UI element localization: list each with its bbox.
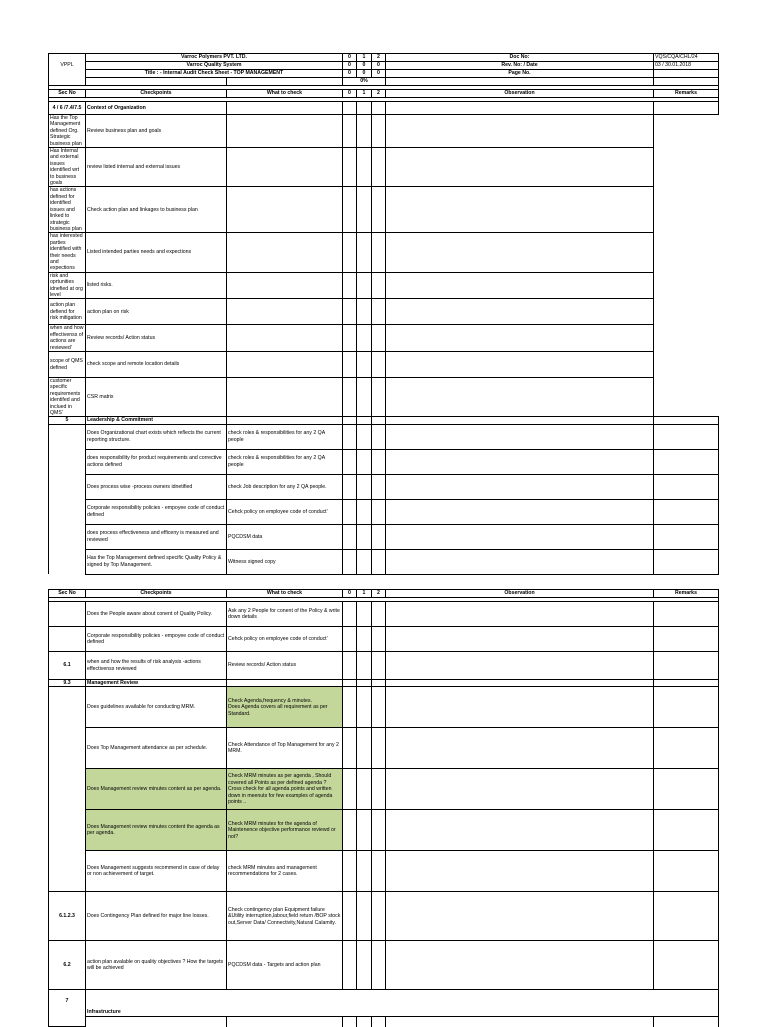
checkpoint-row bbox=[49, 449, 719, 474]
score-0-cell[interactable] bbox=[227, 233, 343, 272]
col-score-1: 1 bbox=[357, 590, 372, 598]
observation-cell[interactable] bbox=[386, 549, 654, 574]
score-2-cell[interactable] bbox=[372, 851, 386, 892]
what-to-check-text: check scope and remote location details bbox=[86, 352, 227, 378]
observation-cell[interactable] bbox=[386, 810, 654, 851]
col-what-to-check: What to check bbox=[227, 90, 343, 98]
score-0-cell[interactable] bbox=[227, 352, 343, 378]
checkpoint-text: Has Internal and external issues identified wrt to business goals bbox=[49, 148, 86, 187]
checkpoint-row bbox=[49, 769, 719, 810]
group-context-rows bbox=[49, 115, 719, 417]
checksheet-table-2 bbox=[48, 589, 719, 1027]
score-0-cell[interactable] bbox=[343, 549, 357, 574]
remarks-cell[interactable] bbox=[386, 272, 654, 299]
remarks-cell[interactable] bbox=[654, 549, 719, 574]
remarks-cell[interactable] bbox=[654, 627, 719, 652]
score-0-cell[interactable] bbox=[343, 769, 357, 810]
score-1-cell[interactable] bbox=[343, 148, 357, 187]
blank-cell bbox=[386, 892, 654, 941]
section-number bbox=[49, 851, 86, 892]
score-r3-0: 0 bbox=[343, 70, 357, 78]
score-0-cell[interactable] bbox=[343, 627, 357, 652]
checkpoint-row bbox=[49, 424, 719, 449]
score-0-cell[interactable] bbox=[227, 299, 343, 325]
remarks-cell[interactable] bbox=[654, 810, 719, 851]
checksheet-table-1 bbox=[48, 53, 719, 575]
checkpoint-text: action plan avalable on quality objectives ? How the targets will be achieved bbox=[86, 941, 227, 990]
score-0-cell[interactable] bbox=[227, 115, 343, 148]
section-number bbox=[49, 549, 86, 574]
remarks-cell[interactable] bbox=[654, 449, 719, 474]
blank-cell bbox=[343, 941, 357, 990]
score-0-cell[interactable] bbox=[343, 449, 357, 474]
score-head-0: 0 bbox=[343, 54, 357, 62]
blank-cell bbox=[357, 680, 372, 687]
observation-cell[interactable] bbox=[372, 325, 386, 352]
checkpoint-text: has interested parties identified with their needs and expections bbox=[49, 233, 86, 272]
org-code-top bbox=[49, 54, 86, 62]
score-0-cell[interactable] bbox=[343, 810, 357, 851]
score-2-cell[interactable] bbox=[357, 378, 372, 417]
blank-cell bbox=[227, 417, 343, 424]
score-2-cell[interactable] bbox=[372, 474, 386, 499]
checkpoint-text: does responsibility for product requirements and corrective actions defined bbox=[86, 449, 227, 474]
checkpoint-row bbox=[49, 687, 719, 728]
checkpoint-text: Does Contingency Plan defined for major line losses. bbox=[86, 892, 227, 941]
section-number bbox=[49, 424, 86, 449]
blank-cell bbox=[654, 680, 719, 687]
section-number bbox=[49, 474, 86, 499]
score-r2-2: 0 bbox=[372, 62, 386, 70]
blank-cell bbox=[386, 680, 654, 687]
score-0-cell[interactable] bbox=[343, 728, 357, 769]
blank-cell bbox=[343, 652, 357, 680]
col-remarks: Remarks bbox=[654, 590, 719, 598]
remarks-cell[interactable] bbox=[386, 352, 654, 378]
company-name: Varroc Polymers PVT. LTD. bbox=[86, 54, 343, 62]
what-to-check-text: PQCDSM data bbox=[227, 524, 343, 549]
remarks-cell[interactable] bbox=[386, 233, 654, 272]
remarks-cell[interactable] bbox=[654, 524, 719, 549]
remarks-cell[interactable] bbox=[654, 499, 719, 524]
score-1-cell[interactable] bbox=[343, 115, 357, 148]
score-1-cell[interactable] bbox=[343, 378, 357, 417]
checkpoint-row bbox=[49, 728, 719, 769]
observation-cell[interactable] bbox=[386, 602, 654, 627]
score-1-cell[interactable] bbox=[343, 272, 357, 299]
col-score-0: 0 bbox=[343, 90, 357, 98]
blank-cell bbox=[357, 102, 372, 115]
observation-cell[interactable] bbox=[372, 187, 386, 233]
score-r3-1: 0 bbox=[357, 70, 372, 78]
score-head-2: 2 bbox=[372, 54, 386, 62]
score-1-cell[interactable] bbox=[357, 851, 372, 892]
remarks-cell[interactable] bbox=[386, 115, 654, 148]
checkpoint-text: has actions defined for identified issues and linked to strategic business plan bbox=[49, 187, 86, 233]
col-observation: Observation bbox=[386, 590, 654, 598]
checksheet-page-1 bbox=[48, 53, 718, 575]
score-2-cell[interactable] bbox=[357, 299, 372, 325]
org-code: VPPL bbox=[49, 62, 86, 70]
remarks-cell[interactable] bbox=[654, 424, 719, 449]
checkpoint-text: Does Management review minutes content the agenda as per agenda. bbox=[86, 810, 227, 851]
what-to-check-text: Review records/ Action status bbox=[86, 325, 227, 352]
score-1-cell[interactable] bbox=[343, 187, 357, 233]
checkpoint-row bbox=[49, 549, 719, 574]
what-to-check-text: Check Attendance of Top Management for any 2 MRM. bbox=[227, 728, 343, 769]
what-to-check-text: Check Agenda,frequency & minutes. Does Agenda covers all requirement as per Standard. bbox=[227, 687, 343, 728]
observation-cell[interactable] bbox=[372, 233, 386, 272]
score-1-cell[interactable] bbox=[357, 602, 372, 627]
score-2-cell[interactable] bbox=[357, 187, 372, 233]
section-number: 6.2 bbox=[49, 941, 86, 990]
checkpoint-text: Does guidelines available for conducting MRM. bbox=[86, 687, 227, 728]
score-0-cell[interactable] bbox=[343, 851, 357, 892]
checkpoint-text: does process effectiveness and efficeny is measured and reviewed bbox=[86, 524, 227, 549]
section-title: Infrastructure bbox=[86, 990, 719, 1016]
score-2-cell[interactable] bbox=[357, 148, 372, 187]
section-number: 9.3 bbox=[49, 680, 86, 687]
checkpoint-text: Does Top Management attendance as per schedule. bbox=[86, 728, 227, 769]
blank-cell bbox=[654, 941, 719, 990]
blank-cell bbox=[227, 78, 343, 86]
system-name: Varroc Quality System bbox=[86, 62, 343, 70]
what-to-check-text: Ask any 2 People for conent of the Policy & write down details bbox=[227, 602, 343, 627]
col-score-2: 2 bbox=[372, 90, 386, 98]
score-2-cell[interactable] bbox=[372, 449, 386, 474]
what-to-check-text: review listed internal and external issues bbox=[86, 148, 227, 187]
score-2-cell[interactable] bbox=[357, 352, 372, 378]
checkpoint-text: Has the Top Management defined Org. Strategic business plan bbox=[49, 115, 86, 148]
blank-cell bbox=[343, 102, 357, 115]
checksheet-page-2 bbox=[48, 589, 718, 1027]
remarks-cell[interactable] bbox=[386, 378, 654, 417]
score-1-cell[interactable] bbox=[343, 352, 357, 378]
score-0-cell[interactable] bbox=[343, 602, 357, 627]
what-to-check-text: Listed intended parties needs and expections bbox=[86, 233, 227, 272]
blank-cell bbox=[654, 892, 719, 941]
section-number: 6.1.2.3 bbox=[49, 892, 86, 941]
checkpoint-row bbox=[49, 352, 719, 378]
score-0-cell[interactable] bbox=[343, 499, 357, 524]
checkpoint-row bbox=[49, 499, 719, 524]
col-score-2: 2 bbox=[372, 590, 386, 598]
section-number: 5 bbox=[49, 417, 86, 424]
blank-cell bbox=[654, 652, 719, 680]
col-score-0: 0 bbox=[343, 590, 357, 598]
score-1-cell[interactable] bbox=[357, 810, 372, 851]
score-2-cell[interactable] bbox=[372, 627, 386, 652]
score-0-cell[interactable] bbox=[227, 378, 343, 417]
score-0-cell[interactable] bbox=[343, 524, 357, 549]
observation-cell[interactable] bbox=[386, 499, 654, 524]
blank-cell bbox=[372, 941, 386, 990]
blank-cell bbox=[386, 941, 654, 990]
checkpoint-text: action plan defiend for risk mitigation bbox=[49, 299, 86, 325]
score-1-cell[interactable] bbox=[357, 474, 372, 499]
blank-cell bbox=[372, 102, 386, 115]
checkpoint-text: scope of QMS defined bbox=[49, 352, 86, 378]
what-to-check-text: Witness signed copy bbox=[227, 549, 343, 574]
observation-cell[interactable] bbox=[372, 299, 386, 325]
score-1-cell[interactable] bbox=[357, 769, 372, 810]
score-0-cell[interactable] bbox=[227, 325, 343, 352]
section-number bbox=[49, 602, 86, 627]
checkpoint-text: risk and oprtunities idnefied at org level bbox=[49, 272, 86, 299]
checkpoint-text: when and how the results of risk analysis -actions effectivenss reviewed bbox=[86, 652, 227, 680]
score-1-cell[interactable] bbox=[357, 449, 372, 474]
checkpoint-row bbox=[49, 602, 719, 627]
what-to-check-text: action plan on risk bbox=[86, 299, 227, 325]
section-number bbox=[49, 769, 86, 810]
remarks-cell[interactable] bbox=[654, 728, 719, 769]
observation-cell[interactable] bbox=[386, 424, 654, 449]
blank-cell bbox=[357, 1016, 372, 1027]
observation-cell[interactable] bbox=[386, 687, 654, 728]
score-1-cell[interactable] bbox=[343, 325, 357, 352]
blank-cell bbox=[227, 1016, 343, 1027]
observation-cell[interactable] bbox=[386, 474, 654, 499]
page-no-label: Page No. bbox=[386, 70, 654, 78]
section-number: 6.1 bbox=[49, 652, 86, 680]
checkpoint-text: Does process wise -process owners idnetified bbox=[86, 474, 227, 499]
score-0-cell[interactable] bbox=[227, 187, 343, 233]
col-sec-no: Sec No bbox=[49, 90, 86, 98]
blank-cell bbox=[343, 417, 357, 424]
rev-value: 03 / 30.01.2018 bbox=[654, 62, 719, 70]
checkpoint-row bbox=[49, 810, 719, 851]
checkpoint-text: Does Management review minutes content as per agenda. bbox=[86, 769, 227, 810]
section-title: Leadership & Commitment bbox=[86, 417, 227, 424]
remarks-cell[interactable] bbox=[386, 325, 654, 352]
score-2-cell[interactable] bbox=[372, 769, 386, 810]
blank-cell bbox=[343, 892, 357, 941]
remarks-cell[interactable] bbox=[654, 602, 719, 627]
col-checkpoints: Checkpoints bbox=[86, 590, 227, 598]
checkpoint-text: Does Organizational chart exists which reflects the current reporting structure. bbox=[86, 424, 227, 449]
score-2-cell[interactable] bbox=[357, 325, 372, 352]
org-code-cell bbox=[49, 70, 86, 78]
score-2-cell[interactable] bbox=[372, 499, 386, 524]
what-to-check-text: Cehck policy on employee code of conduct' bbox=[227, 627, 343, 652]
blank-cell bbox=[386, 652, 654, 680]
score-1-cell[interactable] bbox=[357, 627, 372, 652]
checkpoint-row bbox=[49, 325, 719, 352]
checkpoint-text: Corporate responsibility policies - empoyee code of conduct defined bbox=[86, 627, 227, 652]
checkpoint-row bbox=[49, 524, 719, 549]
score-r3-2: 0 bbox=[372, 70, 386, 78]
col-observation: Observation bbox=[386, 90, 654, 98]
blank-cell bbox=[372, 1016, 386, 1027]
score-head-1: 1 bbox=[357, 54, 372, 62]
blank-cell bbox=[357, 417, 372, 424]
group-leadership-rows bbox=[49, 424, 719, 574]
observation-cell[interactable] bbox=[372, 272, 386, 299]
col-remarks: Remarks bbox=[654, 90, 719, 98]
sheet-title: Title : - Internal Audit Check Sheet - TOP MANAGEMENT bbox=[86, 70, 343, 78]
blank-cell bbox=[386, 1016, 654, 1027]
score-2-cell[interactable] bbox=[372, 549, 386, 574]
checkpoint-row bbox=[49, 115, 719, 148]
section-number bbox=[49, 499, 86, 524]
score-2-cell[interactable] bbox=[372, 810, 386, 851]
section-title: Context of Organization bbox=[86, 102, 227, 115]
score-2-cell[interactable] bbox=[372, 687, 386, 728]
checkpoint-row bbox=[49, 378, 719, 417]
management-review-rows bbox=[49, 687, 719, 892]
what-to-check-text: Check MRM minutes for the agenda of Maintenence objective performance reviewd or not? bbox=[227, 810, 343, 851]
checkpoint-row bbox=[49, 851, 719, 892]
blank-cell bbox=[654, 102, 719, 115]
blank-cell bbox=[372, 417, 386, 424]
score-1-cell[interactable] bbox=[357, 524, 372, 549]
blank-cell bbox=[372, 892, 386, 941]
blank-cell bbox=[386, 417, 654, 424]
remarks-cell[interactable] bbox=[654, 687, 719, 728]
checkpoint-text: when and how effectivenss of actions are reviewed' bbox=[49, 325, 86, 352]
what-to-check-text: Review business plan and goals bbox=[86, 115, 227, 148]
observation-cell[interactable] bbox=[386, 769, 654, 810]
col-sec-no: Sec No bbox=[49, 590, 86, 598]
what-to-check-text: check MRM minutes and management recommendations for 2 cases. bbox=[227, 851, 343, 892]
section-number bbox=[49, 687, 86, 728]
blank-cell bbox=[357, 941, 372, 990]
checkpoint-row bbox=[49, 148, 719, 187]
rev-label: Rev. No: / Date bbox=[386, 62, 654, 70]
observation-cell[interactable] bbox=[372, 378, 386, 417]
remarks-cell[interactable] bbox=[654, 474, 719, 499]
observation-cell[interactable] bbox=[372, 352, 386, 378]
blank-cell bbox=[227, 102, 343, 115]
score-r2-1: 0 bbox=[357, 62, 372, 70]
score-1-cell[interactable] bbox=[357, 687, 372, 728]
checkpoint-row bbox=[49, 299, 719, 325]
score-0-cell[interactable] bbox=[227, 148, 343, 187]
section-number: 7 bbox=[49, 990, 86, 1027]
page2-rows-a bbox=[49, 602, 719, 652]
score-2-cell[interactable] bbox=[357, 233, 372, 272]
checkpoint-row bbox=[49, 272, 719, 299]
what-to-check-text: check roles & responsibilities for any 2 QA people bbox=[227, 449, 343, 474]
score-1-cell[interactable] bbox=[343, 299, 357, 325]
score-r2-0: 0 bbox=[343, 62, 357, 70]
what-to-check-text: Check MRM minutes as per agenda , Should covered all Points as per defined agenda ? Cross check for all agenda points and written down in meenuts for few examples of agenda points .. bbox=[227, 769, 343, 810]
observation-cell[interactable] bbox=[386, 851, 654, 892]
doc-no-label: Doc No: bbox=[386, 54, 654, 62]
score-2-cell[interactable] bbox=[357, 115, 372, 148]
remarks-cell[interactable] bbox=[654, 769, 719, 810]
checkpoint-row bbox=[49, 627, 719, 652]
col-what-to-check: What to check bbox=[227, 590, 343, 598]
blank-cell bbox=[357, 652, 372, 680]
checkpoint-row bbox=[49, 187, 719, 233]
score-1-cell[interactable] bbox=[357, 424, 372, 449]
score-2-cell[interactable] bbox=[357, 272, 372, 299]
page-no-value bbox=[654, 70, 719, 78]
blank-cell bbox=[386, 78, 654, 86]
checkpoint-row bbox=[49, 233, 719, 272]
col-checkpoints: Checkpoints bbox=[86, 90, 227, 98]
blank-cell bbox=[49, 78, 86, 86]
remarks-cell[interactable] bbox=[386, 299, 654, 325]
score-2-cell[interactable] bbox=[372, 728, 386, 769]
section-number bbox=[49, 524, 86, 549]
observation-cell[interactable] bbox=[386, 449, 654, 474]
section-title: Management Review bbox=[86, 680, 227, 687]
remarks-cell[interactable] bbox=[386, 148, 654, 187]
blank-cell bbox=[386, 102, 654, 115]
blank-cell bbox=[372, 652, 386, 680]
observation-cell[interactable] bbox=[386, 627, 654, 652]
checkpoint-text: Does the People aware about conent of Quality Policy. bbox=[86, 602, 227, 627]
what-to-check-text: Check action plan and linkages to business plan bbox=[86, 187, 227, 233]
remarks-cell[interactable] bbox=[654, 851, 719, 892]
section-number bbox=[49, 449, 86, 474]
score-1-cell[interactable] bbox=[343, 233, 357, 272]
score-2-cell[interactable] bbox=[372, 424, 386, 449]
checkpoint-text: Corporate responsibility policies - empoyee code of conduct defined bbox=[86, 499, 227, 524]
checkpoint-row bbox=[49, 474, 719, 499]
blank-cell bbox=[86, 1016, 227, 1027]
section-number: 4 / 6 /7.4/7.5 bbox=[49, 102, 86, 115]
section-number bbox=[49, 810, 86, 851]
col-score-1: 1 bbox=[357, 90, 372, 98]
blank-cell bbox=[343, 1016, 357, 1027]
what-to-check-text: Review records/ Action status bbox=[227, 652, 343, 680]
section-number bbox=[49, 728, 86, 769]
blank-cell bbox=[227, 680, 343, 687]
score-0-cell[interactable] bbox=[343, 474, 357, 499]
observation-cell[interactable] bbox=[372, 115, 386, 148]
what-to-check-text: listed risks. bbox=[86, 272, 227, 299]
score-0-cell[interactable] bbox=[343, 687, 357, 728]
blank-cell bbox=[654, 417, 719, 424]
checkpoint-text: customer specific requirements identifed and inclued in QMS' bbox=[49, 378, 86, 417]
score-2-cell[interactable] bbox=[372, 602, 386, 627]
blank-cell bbox=[372, 680, 386, 687]
blank-cell bbox=[86, 78, 227, 86]
section-number bbox=[49, 627, 86, 652]
score-0-cell[interactable] bbox=[343, 424, 357, 449]
score-percent: 0% bbox=[343, 78, 386, 86]
score-1-cell[interactable] bbox=[357, 549, 372, 574]
observation-cell[interactable] bbox=[386, 728, 654, 769]
checkpoint-text: Has the Top Management defined specific Quality Policy & signed by Top Management. bbox=[86, 549, 227, 574]
blank-cell bbox=[343, 680, 357, 687]
observation-cell[interactable] bbox=[386, 524, 654, 549]
observation-cell[interactable] bbox=[372, 148, 386, 187]
score-0-cell[interactable] bbox=[227, 272, 343, 299]
checkpoint-text: Does Management suggests recommend in case of delay or non achievement of target. bbox=[86, 851, 227, 892]
what-to-check-text: CSR matrix bbox=[86, 378, 227, 417]
what-to-check-text: check roles & responsibilities for any 2 QA people bbox=[227, 424, 343, 449]
blank-cell bbox=[654, 78, 719, 86]
what-to-check-text: PQCDSM data - Targets and action plan bbox=[227, 941, 343, 990]
score-1-cell[interactable] bbox=[357, 499, 372, 524]
score-1-cell[interactable] bbox=[357, 728, 372, 769]
doc-no-value: VQS/CQA/CHL/24 bbox=[654, 54, 719, 62]
remarks-cell[interactable] bbox=[386, 187, 654, 233]
blank-cell bbox=[654, 1016, 719, 1027]
score-2-cell[interactable] bbox=[372, 524, 386, 549]
what-to-check-text: Check contingency plan Equipment failure &Utility interruption,labour,field return /BOP stock out,Server Data/ Connectivity,Natural Calamity. bbox=[227, 892, 343, 941]
what-to-check-text: Cehck policy on employee code of conduct' bbox=[227, 499, 343, 524]
what-to-check-text: check Job description for any 2 QA people. bbox=[227, 474, 343, 499]
blank-cell bbox=[357, 892, 372, 941]
